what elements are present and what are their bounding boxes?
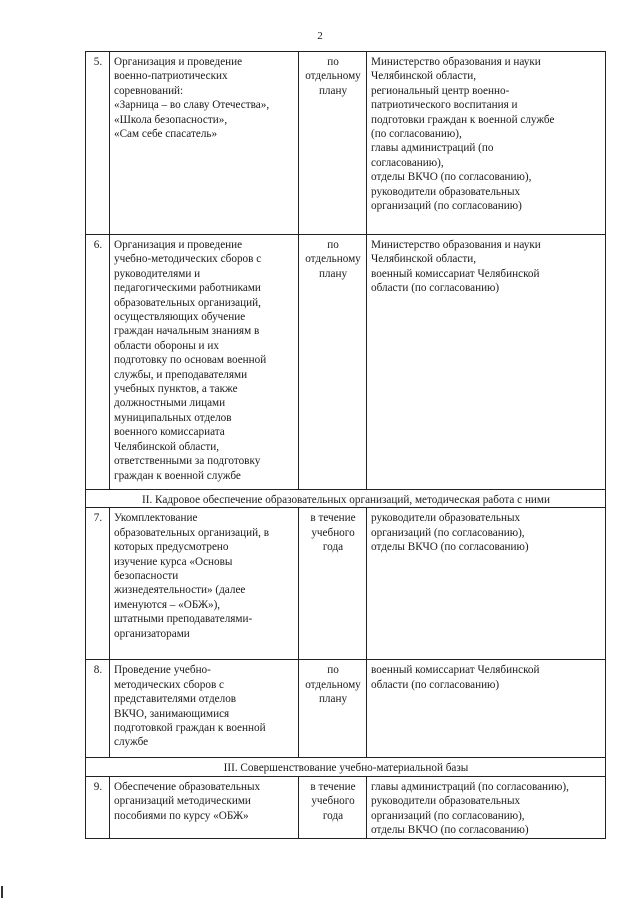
section-heading-3: III. Совершенствование учебно-материальной базы xyxy=(86,758,606,776)
section-row xyxy=(86,490,606,508)
row-number: 5. xyxy=(86,52,110,235)
responsible-cell: военный комиссариат Челябинской области (по согласованию) xyxy=(367,660,606,758)
event-cell: Организация и проведение военно-патриотических соревнований: «Зарница – во славу Отечества», «Школа безопасности», «Сам себе спасатель» xyxy=(110,52,299,235)
page-number: 2 xyxy=(317,30,323,42)
row-number: 7. xyxy=(86,508,110,660)
deadline-cell: по отдельному плану xyxy=(299,52,367,235)
table-row xyxy=(86,508,606,660)
deadline-cell: по отдельному плану xyxy=(299,235,367,490)
scan-margin-mark xyxy=(1,886,3,898)
section-row xyxy=(86,758,606,776)
row-number: 9. xyxy=(86,776,110,838)
table-row xyxy=(86,776,606,838)
section-heading-2: II. Кадровое обеспечение образовательных организаций, методическая работа с ними xyxy=(86,490,606,508)
table-row xyxy=(86,235,606,490)
event-cell: Проведение учебно- методических сборов с представителями отделов ВКЧО, занимающимися подготовкой граждан к военной службе xyxy=(110,660,299,758)
deadline-cell: в течение учебного года xyxy=(299,776,367,838)
deadline-cell: по отдельному плану xyxy=(299,660,367,758)
table-row xyxy=(86,52,606,235)
event-cell: Организация и проведение учебно-методических сборов с руководителями и педагогическими работниками образовательных организаций, осуществляющих обучение граждан начальным знаниям в области обороны и их подготовку по основам военной службы, и преподавателями учебных пунктов, а также должностными лицами муниципальных отделов военного комиссариата Челябинской области, ответственными за подготовку граждан к военной службе xyxy=(110,235,299,490)
deadline-cell: в течение учебного года xyxy=(299,508,367,660)
row-number: 6. xyxy=(86,235,110,490)
responsible-cell: Министерство образования и науки Челябинской области, военный комиссариат Челябинской области (по согласованию) xyxy=(367,235,606,490)
responsible-cell: главы администраций (по согласованию), руководители образовательных организаций (по согласованию), отделы ВКЧО (по согласованию) xyxy=(367,776,606,838)
event-cell: Укомплектование образовательных организаций, в которых предусмотрено изучение курса «Основы безопасности жизнедеятельности» (далее именуются – «ОБЖ»), штатными преподавателями- организаторами xyxy=(110,508,299,660)
row-number: 8. xyxy=(86,660,110,758)
responsible-cell: Министерство образования и науки Челябинской области, региональный центр военно- патриотического воспитания и подготовки граждан к военной службе (по согласованию), главы администраций (по согласованию), отделы ВКЧО (по согласованию), руководители образовательных организаций (по согласованию) xyxy=(367,52,606,235)
responsible-cell: руководители образовательных организаций (по согласованию), отделы ВКЧО (по согласованию) xyxy=(367,508,606,660)
event-cell: Обеспечение образовательных организаций методическими пособиями по курсу «ОБЖ» xyxy=(110,776,299,838)
table-row xyxy=(86,660,606,758)
plan-table xyxy=(85,51,606,839)
